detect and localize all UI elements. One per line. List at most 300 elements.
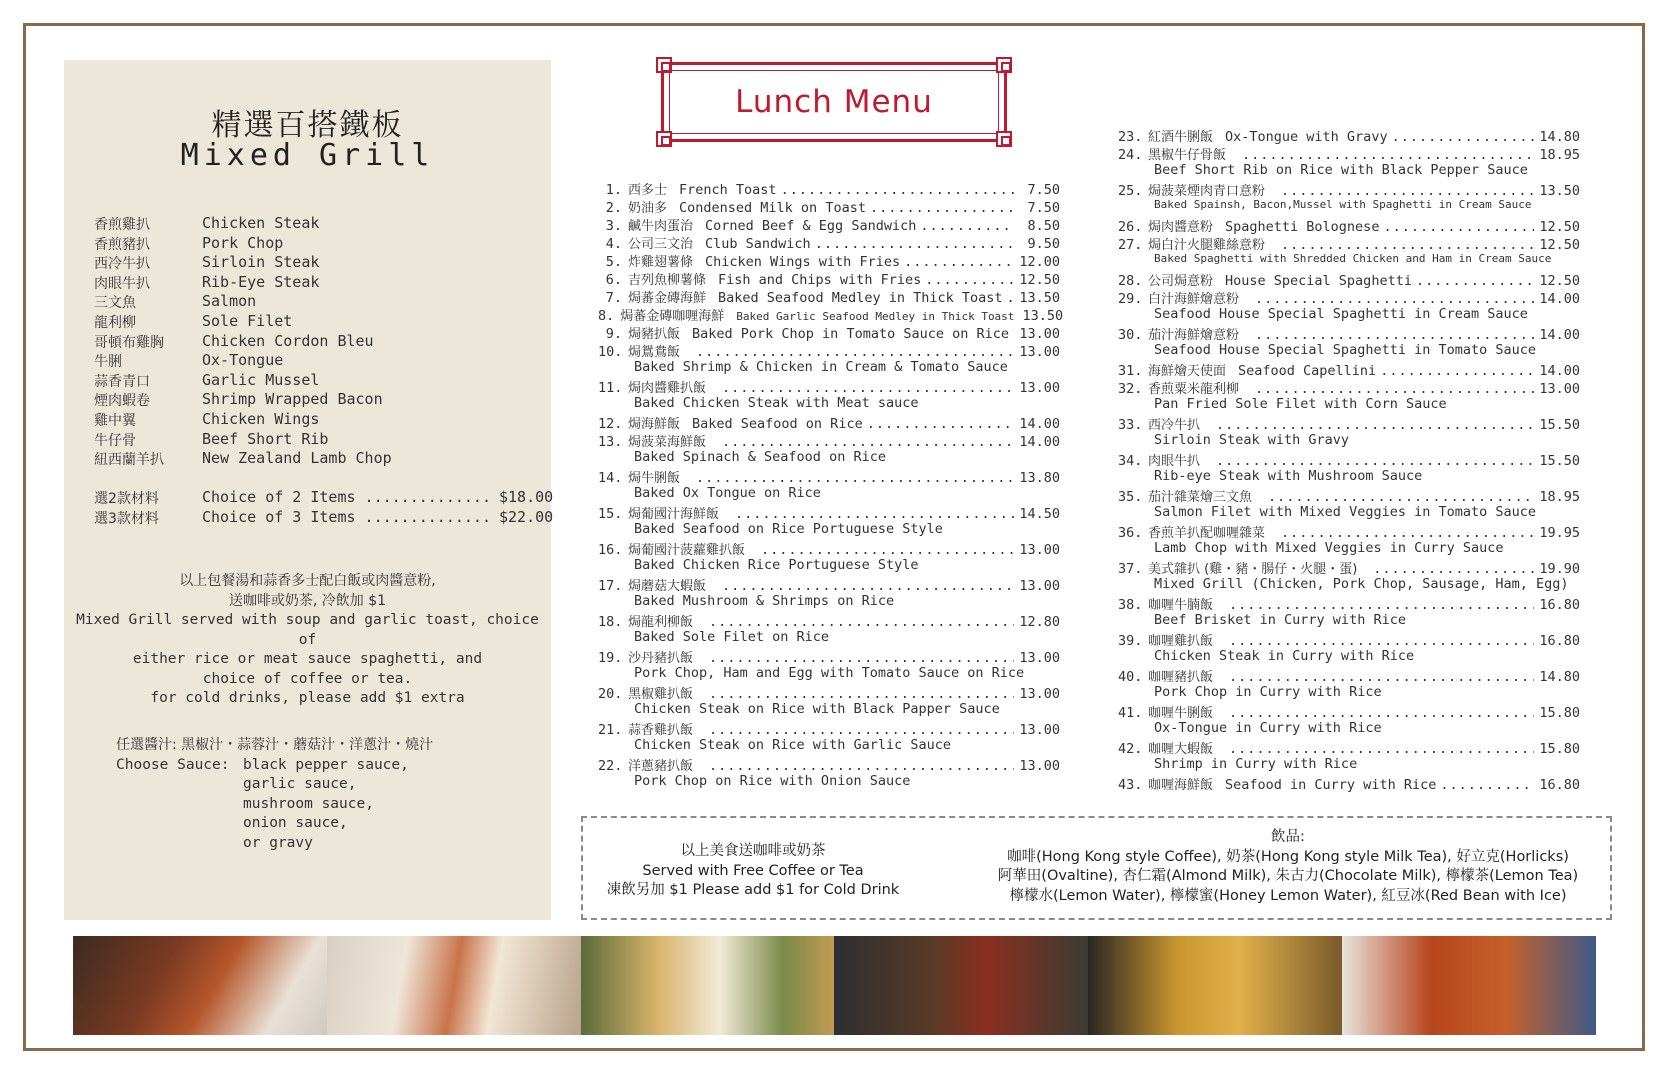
item-number: 29.	[1118, 291, 1143, 307]
item-name-en: Seafood Capellini	[1238, 363, 1377, 379]
item-name-zh: 白汁海鮮燴意粉	[1148, 292, 1240, 307]
item-number: 42.	[1118, 741, 1143, 757]
item-number: 20.	[598, 686, 623, 702]
grill-item	[94, 351, 392, 371]
grill-item-en: Ox-Tongue	[202, 351, 284, 370]
menu-item	[598, 413, 1060, 431]
item-description: Ox-Tongue in Curry with Rice	[1154, 720, 1382, 736]
menu-item	[1118, 234, 1580, 252]
grill-item-en: Rib-Eye Steak	[202, 272, 320, 291]
food-photo-strip	[73, 936, 1596, 1035]
item-name-en: Condensed Milk on Toast	[679, 200, 866, 216]
menu-item	[1118, 270, 1580, 288]
item-name-zh: 焗鴛鴦飯	[628, 345, 681, 360]
item-number: 31.	[1118, 363, 1143, 379]
item-name-zh: 焗白汁火腿雞絲意粉	[1148, 238, 1266, 253]
leader-dots	[815, 236, 1014, 252]
grill-item	[94, 273, 392, 293]
item-name-zh: 咖喱海鮮飯	[1148, 778, 1214, 793]
item-number: 16.	[598, 542, 623, 558]
leader-dots	[1242, 147, 1534, 163]
item-number: 12.	[598, 416, 623, 432]
item-price: 13.50	[1022, 308, 1064, 324]
menu-item	[598, 755, 1060, 773]
grill-item	[94, 234, 392, 254]
item-number: 34.	[1118, 453, 1143, 469]
item-name-zh: 黑椒牛仔骨飯	[1148, 148, 1227, 163]
leader-dots	[1229, 633, 1534, 649]
menu-item	[598, 269, 1060, 287]
item-price: 19.95	[1539, 525, 1580, 541]
leader-dots	[709, 614, 1014, 630]
leader-dots	[1229, 705, 1534, 721]
item-number: 30.	[1118, 327, 1143, 343]
item-name-en: Baked Seafood Medley in Thick Toast	[718, 290, 1003, 306]
choice-en: Choice of 2 Items ..............	[202, 488, 491, 506]
grill-item-en: Garlic Mussel	[202, 370, 320, 389]
menu-item	[598, 575, 1060, 593]
item-name-zh: 香煎粟米龍利柳	[1148, 382, 1240, 397]
item-price: 13.00	[1019, 650, 1060, 666]
item-description: Chicken Steak on Rice with Black Papper Sauce	[634, 701, 1000, 717]
item-description: Beef Brisket in Curry with Rice	[1154, 612, 1406, 628]
item-name-zh: 咖喱豬扒飯	[1148, 670, 1214, 685]
choice-row	[94, 508, 553, 528]
menu-column-right	[1118, 126, 1580, 792]
item-name-zh: 茄汁雜菜燴三文魚	[1148, 490, 1253, 505]
leader-dots	[761, 542, 1014, 558]
item-number: 25.	[1118, 183, 1143, 199]
leader-dots	[1255, 381, 1534, 397]
item-name-zh: 焗海鮮飯	[628, 417, 681, 432]
leader-dots	[1392, 129, 1534, 145]
item-name-zh: 咖喱雞扒飯	[1148, 634, 1214, 649]
item-number: 39.	[1118, 633, 1143, 649]
menu-item	[1118, 522, 1580, 540]
item-number: 32.	[1118, 381, 1143, 397]
item-number: 26.	[1118, 219, 1143, 235]
item-name-zh: 公司三文治	[628, 237, 694, 252]
item-name-en: Ox-Tongue with Gravy	[1225, 129, 1388, 145]
grill-item	[94, 430, 392, 450]
leader-dots	[1440, 777, 1534, 793]
item-description: Rib-eye Steak with Mushroom Sauce	[1154, 468, 1423, 484]
menu-item	[1118, 144, 1580, 162]
item-name-zh: 吉列魚柳薯條	[628, 273, 707, 288]
leader-dots	[709, 758, 1014, 774]
item-price: 14.00	[1019, 416, 1060, 432]
item-price: 13.00	[1019, 344, 1060, 360]
menu-item	[1118, 288, 1580, 306]
item-number: 33.	[1118, 417, 1143, 433]
item-name-zh: 西多士	[628, 183, 668, 198]
item-description: Baked Spinach & Seafood on Rice	[634, 449, 886, 465]
item-name-zh: 沙丹豬扒飯	[628, 651, 694, 666]
leader-dots	[1281, 237, 1534, 253]
menu-item	[598, 197, 1060, 215]
menu-item	[1118, 450, 1580, 468]
item-price: 13.80	[1019, 470, 1060, 486]
sauce-section	[116, 736, 433, 853]
leader-dots	[1229, 741, 1534, 757]
item-number: 43.	[1118, 777, 1143, 793]
menu-item	[1118, 216, 1580, 234]
item-name-en: Club Sandwich	[705, 236, 811, 252]
item-number: 23.	[1118, 129, 1143, 145]
item-name-zh: 西冷牛扒	[1148, 418, 1201, 433]
drink-list	[978, 828, 1598, 906]
cold-drink-note: 凍飲另加 $1 Please add $1 for Cold Drink	[606, 882, 900, 898]
item-number: 15.	[598, 506, 623, 522]
leader-dots	[735, 506, 1014, 522]
item-price: 16.80	[1539, 777, 1580, 793]
item-description: Beef Short Rib on Rice with Black Pepper Sauce	[1154, 162, 1528, 178]
item-description: Pork Chop in Curry with Rice	[1154, 684, 1382, 700]
leader-dots	[1380, 363, 1534, 379]
item-number: 37.	[1118, 561, 1143, 577]
choice-en: Choice of 3 Items ..............	[202, 507, 491, 526]
leader-dots	[696, 470, 1014, 486]
leader-dots	[1229, 597, 1534, 613]
item-price: 14.80	[1539, 669, 1580, 685]
item-name-zh: 鹹牛肉蛋治	[628, 219, 694, 234]
item-name-zh: 焗龍利柳飯	[628, 615, 694, 630]
item-number: 11.	[598, 380, 623, 396]
item-price: 13.50	[1019, 290, 1060, 306]
sweet-sour-pork-photo	[1342, 936, 1596, 1035]
item-name-en: House Special Spaghetti	[1225, 273, 1412, 289]
grill-item	[94, 371, 392, 391]
grill-item-zh: 哥頓布雞胸	[94, 334, 164, 351]
sauce-zh: 任選醬汁: 黑椒汁・蒜蓉汁・蘑菇汁・洋蔥汁・燒汁	[116, 737, 434, 753]
leader-dots	[870, 200, 1014, 216]
item-description: Baked Mushroom & Shrimps on Rice	[634, 593, 895, 609]
item-price: 15.50	[1539, 417, 1580, 433]
drinks-title: 飲品:	[1271, 829, 1305, 845]
menu-item	[1118, 558, 1580, 576]
item-name-en: Fish and Chips with Fries	[718, 272, 922, 288]
menu-item	[1118, 378, 1580, 396]
item-description: Chicken Steak on Rice with Garlic Sauce	[634, 737, 951, 753]
note-zh-line-2: 送咖啡或奶茶, 冷飲加 $1	[228, 592, 387, 609]
grill-item-zh: 煙肉蝦卷	[94, 393, 150, 410]
item-name-zh: 焗蕃金磚海鮮	[628, 291, 707, 306]
choice-zh: 選3款材料	[94, 510, 159, 527]
menu-item	[1118, 360, 1580, 378]
choice-price: $18.00	[498, 488, 554, 506]
item-price: 14.00	[1019, 434, 1060, 450]
item-number: 41.	[1118, 705, 1143, 721]
menu-item	[598, 647, 1060, 665]
item-name-zh: 焗肉醬意粉	[1148, 220, 1214, 235]
grill-item-en: Chicken Cordon Bleu	[202, 331, 374, 350]
item-number: 22.	[598, 758, 623, 774]
note-en-line-3: choice of coffee or tea.	[202, 670, 413, 687]
grill-item	[94, 312, 392, 332]
item-price: 15.80	[1539, 705, 1580, 721]
item-price: 13.00	[1019, 326, 1060, 342]
item-price: 14.00	[1539, 291, 1580, 307]
item-number: 14.	[598, 470, 623, 486]
item-number: 5.	[605, 254, 622, 270]
menu-item	[598, 341, 1060, 359]
item-name-zh: 海鮮燴天使面	[1148, 364, 1227, 379]
item-number: 17.	[598, 578, 623, 594]
item-description: Mixed Grill (Chicken, Pork Chop, Sausage, Ham, Egg)	[1154, 576, 1569, 592]
grill-item-zh: 龍利柳	[94, 314, 136, 331]
corner-ornament	[996, 57, 1012, 73]
item-name-zh: 炸雞翅薯條	[628, 255, 694, 270]
leader-dots	[709, 722, 1014, 738]
item-name-zh: 焗菠菜海鮮飯	[628, 435, 707, 450]
menu-item	[598, 431, 1060, 449]
item-name-zh: 焗菠菜煙肉青口意粉	[1148, 184, 1266, 199]
item-number: 27.	[1118, 237, 1143, 253]
menu-item	[1118, 738, 1580, 756]
item-price: 14.00	[1539, 363, 1580, 379]
leader-dots	[1216, 417, 1534, 433]
item-price: 18.95	[1539, 489, 1580, 505]
item-name-zh: 奶油多	[628, 201, 668, 216]
grill-item-zh: 香煎雞扒	[94, 217, 150, 233]
leader-dots	[722, 380, 1014, 396]
item-price: 16.80	[1539, 597, 1580, 613]
item-description: Baked Ox Tongue on Rice	[634, 485, 821, 501]
menu-item	[598, 503, 1060, 521]
grill-item-en: Shrimp Wrapped Bacon	[202, 390, 383, 409]
rice-roll-photo	[327, 936, 581, 1035]
item-price: 13.00	[1019, 578, 1060, 594]
item-description: Chicken Steak in Curry with Rice	[1154, 648, 1415, 664]
item-name-zh: 焗肉醬雞扒飯	[628, 381, 707, 396]
menu-item	[598, 719, 1060, 737]
item-number: 4.	[605, 236, 622, 252]
leader-dots	[722, 434, 1014, 450]
sauce-option-5: or gravy	[243, 834, 313, 851]
mixed-grill-title-en: Mixed Grill	[180, 138, 435, 173]
grill-item-zh: 紐西蘭羊扒	[94, 452, 164, 469]
menu-item	[598, 287, 1060, 305]
item-price: 14.00	[1539, 327, 1580, 343]
menu-item	[598, 251, 1060, 269]
note-en-line-2: either rice or meat sauce spaghetti, and	[132, 651, 483, 667]
noodles-photo	[1088, 936, 1342, 1035]
leader-dots	[722, 578, 1014, 594]
item-price: 7.50	[1027, 200, 1060, 216]
item-number: 35.	[1118, 489, 1143, 505]
item-description: Baked Chicken Steak with Meat sauce	[634, 395, 919, 411]
leader-dots	[1216, 453, 1534, 469]
leader-dots	[1007, 290, 1015, 306]
note-en-line-4: for cold drinks, please add $1 extra	[150, 690, 465, 706]
note-en-line-1: Mixed Grill served with soup and garlic toast, choice of	[76, 612, 539, 648]
item-name-en: Seafood in Curry with Rice	[1225, 777, 1437, 793]
menu-item	[598, 467, 1060, 485]
drinks-line-3: 檸檬水(Lemon Water), 檸檬蜜(Honey Lemon Water), 紅豆冰(Red Bean with Ice)	[1009, 887, 1567, 904]
leader-dots	[781, 182, 1014, 198]
menu-item	[1118, 666, 1580, 684]
item-number: 3.	[605, 218, 622, 234]
item-name-en: Corned Beef & Egg Sandwich	[705, 218, 917, 234]
item-name-en: Spaghetti Bolognese	[1225, 219, 1380, 235]
item-name-en: Baked Seafood on Rice	[692, 416, 863, 432]
item-name-zh: 蒜香雞扒飯	[628, 723, 694, 738]
item-description: Baked Shrimp & Chicken in Cream & Tomato Sauce	[634, 359, 1008, 375]
sauce-option-4: onion sauce,	[243, 815, 348, 831]
grill-item-en: Sirloin Steak	[202, 253, 320, 272]
grill-item-en: New Zealand Lamb Chop	[202, 449, 392, 468]
menu-item	[598, 323, 1060, 341]
item-name-zh: 黑椒雞扒飯	[628, 687, 694, 702]
grill-item	[94, 292, 392, 312]
item-description: Baked Seafood on Rice Portuguese Style	[634, 521, 943, 537]
item-price: 12.50	[1539, 273, 1580, 289]
leader-dots	[867, 416, 1014, 432]
leader-dots	[1013, 326, 1014, 342]
leader-dots	[1373, 561, 1534, 577]
item-price: 13.00	[1019, 686, 1060, 702]
grill-item-en: Chicken Steak	[202, 214, 320, 232]
free-drink-note	[603, 842, 903, 901]
leader-dots	[1255, 327, 1534, 343]
item-number: 36.	[1118, 525, 1143, 541]
item-price: 15.50	[1539, 453, 1580, 469]
item-price: 8.50	[1027, 218, 1060, 234]
item-name-zh: 咖喱牛腩飯	[1148, 598, 1214, 613]
grill-item-en: Chicken Wings	[202, 409, 320, 428]
grill-item-en: Salmon	[202, 292, 257, 311]
leader-dots	[1268, 489, 1534, 505]
grill-item-zh: 雞中翼	[94, 412, 136, 429]
item-name-zh: 焗蕃金磚咖喱海鮮	[620, 309, 725, 324]
leader-dots	[1281, 525, 1534, 541]
menu-item	[1118, 774, 1580, 792]
item-price: 12.50	[1019, 272, 1060, 288]
item-number: 9.	[605, 326, 622, 342]
menu-item	[598, 539, 1060, 557]
menu-column-middle	[598, 179, 1064, 791]
item-price: 13.00	[1019, 758, 1060, 774]
menu-item	[598, 683, 1060, 701]
grill-item-en: Sole Filet	[202, 311, 293, 330]
grill-item	[94, 332, 392, 352]
menu-item	[1118, 324, 1580, 342]
item-price: 14.50	[1019, 506, 1060, 522]
item-number: 1.	[605, 182, 622, 198]
item-description: Baked Spainsh, Bacon,Mussel with Spaghetti in Cream Sauce	[1154, 198, 1532, 211]
item-number: 18.	[598, 614, 623, 630]
lunch-menu-title: Lunch Menu	[735, 84, 933, 120]
item-name-zh: 咖喱大蝦飯	[1148, 742, 1214, 757]
item-price: 18.95	[1539, 147, 1580, 163]
leader-dots	[709, 686, 1014, 702]
menu-item	[598, 215, 1060, 233]
grill-item-zh: 牛脷	[94, 354, 122, 371]
leader-dots	[904, 254, 1014, 270]
menu-item	[1118, 486, 1580, 504]
item-description: Pork Chop, Ham and Egg with Tomato Sauce on Rice	[634, 665, 1025, 681]
item-name-en: Baked Pork Chop in Tomato Sauce on Rice	[692, 326, 1009, 342]
item-number: 7.	[605, 290, 622, 306]
item-name-zh: 茄汁海鮮燴意粉	[1148, 328, 1240, 343]
item-description: Seafood House Special Spaghetti in Cream Sauce	[1154, 306, 1528, 322]
choice-list	[94, 488, 553, 527]
item-price: 12.50	[1539, 219, 1580, 235]
item-price: 14.80	[1539, 129, 1580, 145]
leader-dots	[1229, 669, 1534, 685]
item-name-zh: 咖喱牛脷飯	[1148, 706, 1214, 721]
item-description: Shrimp in Curry with Rice	[1154, 756, 1358, 772]
item-description: Pork Chop on Rice with Onion Sauce	[634, 773, 911, 789]
leader-dots	[925, 272, 1014, 288]
free-drink-zh: 以上美食送咖啡或奶茶	[680, 843, 826, 859]
grill-item-zh: 蒜香青口	[94, 373, 150, 390]
item-name-zh: 焗葡國汁海鮮飯	[628, 507, 720, 522]
choice-price: $22.00	[498, 507, 554, 526]
item-name-zh: 焗蘑菇大蝦飯	[628, 579, 707, 594]
sauce-option-2: garlic sauce,	[243, 776, 357, 792]
grill-item	[94, 449, 392, 469]
item-price: 12.80	[1019, 614, 1060, 630]
item-price: 9.50	[1027, 236, 1060, 252]
menu-item	[1118, 594, 1580, 612]
item-name-zh: 肉眼牛扒	[1148, 454, 1201, 469]
item-name-zh: 美式雜扒 (雞・豬・腸仔・火腿・蛋)	[1148, 562, 1358, 577]
item-number: 2.	[605, 200, 622, 216]
item-number: 24.	[1118, 147, 1143, 163]
item-price: 19.90	[1539, 561, 1580, 577]
leader-dots	[920, 218, 1014, 234]
grill-item-zh: 牛仔骨	[94, 432, 136, 449]
grill-item-zh: 西冷牛扒	[94, 256, 150, 273]
leader-dots	[1255, 291, 1534, 307]
item-description: Lamb Chop with Mixed Veggies in Curry Sauce	[1154, 540, 1504, 556]
item-name-zh: 焗豬扒飯	[628, 327, 681, 342]
menu-item	[1118, 180, 1580, 198]
grill-item	[94, 410, 392, 430]
item-number: 10.	[598, 344, 623, 360]
item-number: 13.	[598, 434, 623, 450]
leader-dots	[1383, 219, 1534, 235]
item-price: 7.50	[1027, 182, 1060, 198]
item-price: 13.50	[1539, 183, 1580, 199]
grill-item-en: Beef Short Rib	[202, 429, 329, 448]
leader-dots	[1416, 273, 1534, 289]
item-description: Pan Fried Sole Filet with Corn Sauce	[1154, 396, 1447, 412]
menu-item	[1118, 126, 1580, 144]
menu-item	[1118, 414, 1580, 432]
item-price: 13.00	[1019, 380, 1060, 396]
mixed-grill-note	[64, 572, 551, 709]
menu-item	[598, 233, 1060, 251]
item-description: Baked Spaghetti with Shredded Chicken and Ham in Cream Sauce	[1154, 252, 1552, 265]
item-name-zh: 焗葡國汁菠蘿雞扒飯	[628, 543, 746, 558]
item-price: 13.00	[1019, 722, 1060, 738]
lunch-menu-title-box	[661, 62, 1007, 142]
item-price: 16.80	[1539, 633, 1580, 649]
item-number: 19.	[598, 650, 623, 666]
sauce-label: Choose Sauce:	[116, 756, 230, 773]
item-description: Sirloin Steak with Gravy	[1154, 432, 1350, 448]
dishes-spread-photo	[581, 936, 835, 1035]
item-description: Baked Chicken Rice Portuguese Style	[634, 557, 919, 573]
grill-item-en: Pork Chop	[202, 233, 284, 252]
item-name-en: French Toast	[679, 182, 777, 198]
item-name-zh: 香煎羊扒配咖喱雜菜	[1148, 526, 1266, 541]
grill-item-zh: 肉眼牛扒	[94, 275, 150, 292]
menu-item	[598, 611, 1060, 629]
mixed-grill-panel	[64, 60, 554, 920]
